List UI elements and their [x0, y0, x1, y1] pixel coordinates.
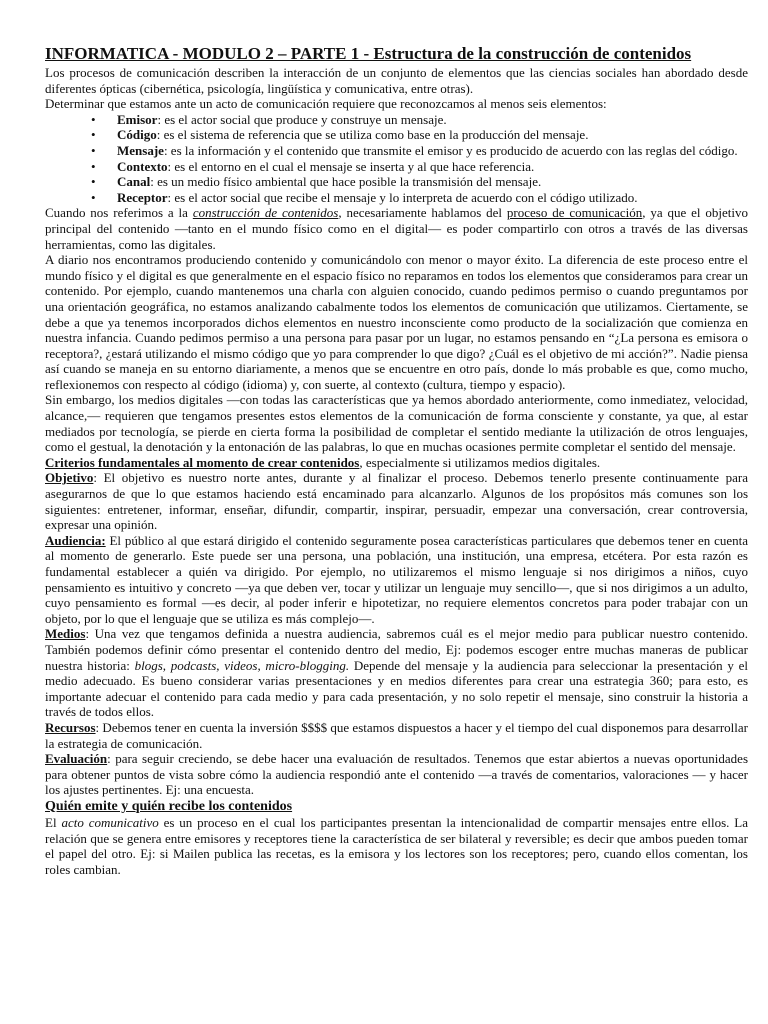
digital-media-paragraph: Sin embargo, los medios digitales —con todas las características que ya hemos abordado anteriormente, como inmediatez, velocidad, alcance,— requieren que tengamos presentes estos elementos de la comunicación de forma consciente y constante, ya que, al estar mediados por tecnología, se pierde en cierta forma la posibilidad de completar el sentido mediante la utilización de otros lenguajes, como el gestual, la denotación y la entonación de las palabras, lo que en muchas ocasiones permite completar el sentido del mensaje.: [45, 392, 748, 455]
media-text-2: Depende del mensaje y la audiencia para seleccionar la presentación y el medio adecuado. Es bueno considerar varias presentaciones y en medios diferentes para crear una estrategia 360; para esto, es importante adecuar el contenido para cada medio y para cada presentación, y no solo repetir el mensaje, sino construir la historia a través de todos ellos.: [45, 657, 748, 720]
element-description: : es el actor social que recibe el mensaje y lo interpreta de acuerdo con el código utilizado.: [167, 189, 638, 205]
objective-paragraph: [45, 470, 748, 532]
communication-process-term: proceso de comunicación: [506, 205, 643, 221]
list-item: [117, 159, 748, 175]
criteria-text: , especialmente si utilizamos medios digitales.: [359, 454, 601, 470]
sender-receiver-heading: Quién emite y quién recibe los contenidos: [45, 798, 293, 814]
element-term: Receptor: [117, 189, 168, 205]
daily-paragraph: A diario nos encontramos produciendo contenido y comunicándolo con menor o mayor éxito. La diferencia de este proceso entre el mundo físico y el digital es que generalmente en el espacio físico no reparamos en todos los elementos que consideramos para crear un contenido. Por ejemplo, cuando mantenemos una charla con alguien conocido, cuando pedimos permiso o cuando preguntamos por una orientación geográfica, no estamos analizando cabalmente todos los elementos de comunicación que utilizamos. Ciertamente, se debe a que ya tenemos incorporados dichos elementos en nuestro inconsciente como producto de la socialización que comienza en nuestra infancia. Cuando pedimos permiso a una persona para pasar por un lugar, no estamos pensando en “¿La persona es emisora o receptora?, ¿estará utilizando el mismo código que yo para comprender lo que digo? ¿Cuál es el objetivo de mi acción?”. Nadie piensa así cuando se maneja en su entorno diariamente, a menos que se encuentre en otro país, donde lo más probable es que, como mucho, reflexionemos con respecto al código (idioma) y, con suerte, al contexto (cultura, tiempo y espacio).: [45, 252, 748, 392]
construction-text-1: Cuando nos referimos a la: [45, 205, 193, 221]
resources-label: Recursos: [45, 719, 96, 735]
list-item: [117, 127, 748, 143]
element-description: : es el entorno en el cual el mensaje se inserta y al que hace referencia.: [167, 158, 535, 174]
intro-paragraph: Los procesos de comunicación describen la interacción de un conjunto de elementos que las ciencias sociales han abordado desde diferentes ópticas (cibernética, psicología, lingüística y comunicativa, entre otras).: [45, 65, 748, 96]
element-description: : es un medio físico ambiental que hace posible la transmisión del mensaje.: [150, 174, 542, 190]
element-description: : es el sistema de referencia que se utiliza como base en la producción del mensaje.: [156, 127, 589, 143]
communication-elements-list: [45, 112, 748, 206]
construction-text-3: , ya que el objetivo principal del contenido —tanto en el mundo físico como en el digital— es poder compartirlo con otros a través de las diversas herramientas, como las digitales.: [45, 205, 749, 252]
element-term: Código: [117, 127, 157, 143]
communicative-act-paragraph: [45, 815, 748, 877]
media-text-1: : Una vez que tengamos definida a nuestra audiencia, sabremos cuál es el mejor medio para publicar nuestro contenido. También podemos definir cómo presentar el contenido dentro del medio, Ej: podemos escoger entre muchas maneras de publicar nuestra historia:: [45, 626, 748, 673]
element-term: Canal: [117, 174, 151, 190]
list-item: [117, 174, 748, 190]
criteria-paragraph: [45, 455, 748, 471]
elements-intro: Determinar que estamos ante un acto de comunicación requiere que reconozcamos al menos seis elementos:: [45, 96, 607, 112]
act-text-2: es un proceso en el cual los participantes presentan la intencionalidad de compartir mensajes entre ellos. La relación que se genera entre emisores y receptores tiene la característica de ser bilateral y reversible; es decir que ambos pueden tomar el papel del otro. Ej: si Mailen publica las recetas, es la emisora y los lectores son los receptores; pero, cuando ellos comentan, los roles cambian.: [45, 814, 748, 877]
element-description: : es el actor social que produce y construye un mensaje.: [157, 111, 447, 127]
list-item: [117, 112, 748, 128]
media-paragraph: [45, 626, 748, 720]
audience-paragraph: [45, 533, 748, 627]
resources-text: : Debemos tener en cuenta la inversión $$$$ que estamos dispuestos a hacer y el tiempo del cual disponemos para desarrollar la estrategia de comunicación.: [45, 719, 748, 751]
element-term: Emisor: [117, 111, 158, 127]
section-heading: [45, 798, 748, 815]
element-term: Mensaje: [117, 142, 164, 158]
communicative-act-term: acto comunicativo: [61, 814, 159, 830]
audience-text: El público al que estará dirigido el contenido seguramente posea características particulares que debemos tener en cuenta al momento de generarlo. Este puede ser una persona, una población, una institución, una empresa, etcétera. Por esta razón es fundamental establecer a quién va dirigido. Por ejemplo, no utilizaremos el mismo lenguaje si nos dirigimos a niños, cuyo pensamiento es intuitivo y concreto —ya que deben ver, tocar y utilizar un lenguaje muy sencillo—, que si nos dirigimos a un adulto, cuyo pensamiento es formal —es decir, al poder inferir e hipotetizar, no requiere elementos concretos para poder trabajar con un objeto, por lo que el lenguaje que se utiliza es más complejo—.: [45, 532, 748, 626]
construction-text-2: , necesariamente hablamos del: [338, 205, 507, 221]
objective-label: Objetivo: [45, 470, 94, 486]
list-item: [117, 143, 748, 159]
evaluation-text: : para seguir creciendo, se debe hacer una evaluación de resultados. Tenemos que estar abiertos a nuevas oportunidades para obtener puntos de vista sobre cómo la audiencia respondió ante el contenido —a través de comentarios, valoraciones — y hacer los ajustes pertinentes. Ej: una encuesta.: [45, 751, 748, 798]
media-formats: blogs, podcasts, videos, micro-blogging.: [134, 657, 350, 673]
act-text-1: El: [45, 814, 62, 830]
element-term: Contexto: [117, 158, 168, 174]
document-title: INFORMATICA - MODULO 2 – PARTE 1 - Estructura de la construcción de contenidos: [45, 44, 692, 63]
audience-label: Audiencia:: [45, 532, 106, 548]
media-label: Medios: [45, 626, 86, 642]
element-description: : es la información y el contenido que transmite el emisor y es producido de acuerdo con las reglas del código.: [163, 142, 738, 158]
evaluation-label: Evaluación: [45, 751, 108, 767]
construction-term: construcción de contenidos: [192, 205, 339, 221]
evaluation-paragraph: [45, 751, 748, 798]
construction-paragraph: [45, 205, 748, 252]
list-item: [117, 190, 748, 206]
resources-paragraph: [45, 720, 748, 751]
objective-text: : El objetivo es nuestro norte antes, durante y al finalizar el proceso. Debemos tenerlo presente continuamente para asegurarnos de que lo que estamos haciendo está encaminado para alcanzarlo. Algunos de los propósitos más comunes son los siguientes: entretener, informar, enseñar, difundir, compartir, inspirar, persuadir, empezar una conversación, crear controversia, expresar una opinión.: [45, 470, 748, 533]
criteria-heading: Criterios fundamentales al momento de crear contenidos: [45, 454, 360, 470]
